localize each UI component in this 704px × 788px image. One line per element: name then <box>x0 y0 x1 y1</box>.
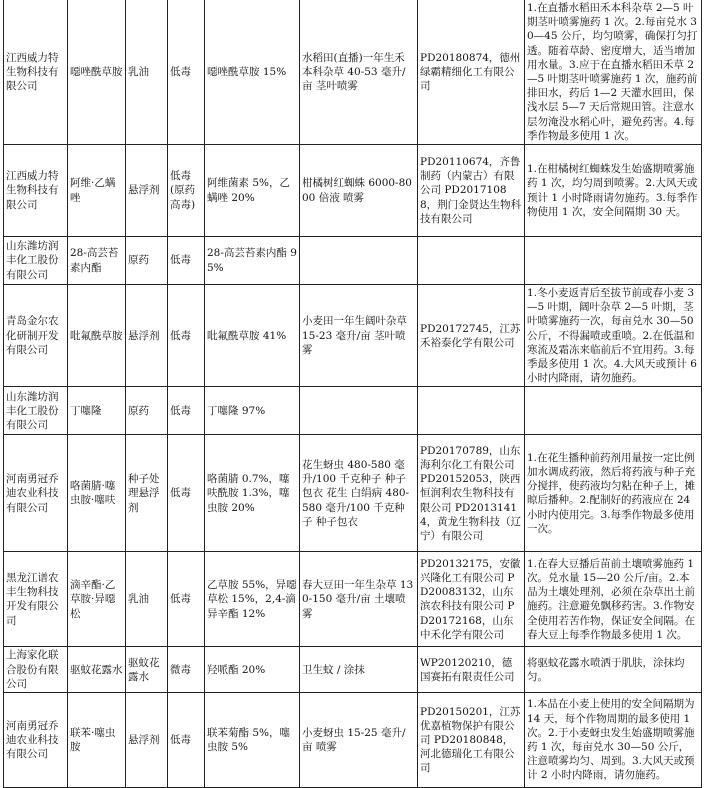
formulation-cell: 乳油 <box>126 0 168 145</box>
crop-usage-cell: 小麦蚜虫 15-25 毫升/亩 喷雾 <box>300 693 418 788</box>
source-cell <box>418 387 525 435</box>
ingredient-cell: 28-高芸苔素内酯 95% <box>205 237 300 285</box>
notes-cell: 1.在直播水稻田禾本科杂草 2—5 叶期茎叶喷雾施药 1 次。2.每亩兑水 30—45 公斤，均匀喷雾，确保打匀打透。随着草龄、密度增大，适当增加用水量。3.应于在直播水稻田禾草 2—5 叶期茎叶喷雾施药 1 次，施药前排田水，药后 1—2 天灌水回田，保浅水层 5—7 天后常规田管。注意水层勿淹没水稻心叶，避免药害。4.每季作物最多使用 1 次。 <box>525 0 702 145</box>
toxicity-cell: 低毒 <box>168 693 205 788</box>
toxicity-cell: 低毒 <box>168 552 205 647</box>
table-row <box>4 693 702 788</box>
company-cell: 江西威力特生物科技有限公司 <box>4 0 68 145</box>
company-cell: 河南勇冠乔迪农业科技有限公司 <box>4 435 68 552</box>
ingredient-cell: 咯菌腈 0.7%，噻呋酰胺 1.3%，噻虫胺 20% <box>205 435 300 552</box>
table-row <box>4 552 702 647</box>
notes-cell: 1.在花生播种前药剂用量按一定比例加水调成药液，然后将药液与种子充分搅拌，使药液均匀粘在种子上，摊晾后播种。2.配制好的药液应在 24 小时内使用完。3.每季作物最多使用一次。 <box>525 435 702 552</box>
source-cell: PD20180874，德州绿霸精细化工有限公司 <box>418 0 525 145</box>
formulation-cell: 原药 <box>126 237 168 285</box>
ingredient-cell: 噁唑酰草胺 15% <box>205 0 300 145</box>
crop-usage-cell: 花生蚜虫 480-580 毫升/100 千克种子 种子包衣 花生 白绢病 480-580 毫升/100 千克种子 种子包衣 <box>300 435 418 552</box>
company-cell: 青岛金尔农化研制开发有限公司 <box>4 285 68 387</box>
crop-usage-cell <box>300 387 418 435</box>
table-row <box>4 285 702 387</box>
company-cell: 黑龙江谱农丰生物科技开发有限公司 <box>4 552 68 647</box>
ingredient-cell: 丁噻隆 97% <box>205 387 300 435</box>
formulation-cell: 悬浮剂 <box>126 285 168 387</box>
source-cell: PD20110674，齐鲁制药（内蒙古）有限公司 PD20171088，荆门金贤达生物科技有限公司 <box>418 145 525 237</box>
crop-usage-cell: 水稻田(直播)一年生禾本科杂草 40-53 毫升/亩 茎叶喷雾 <box>300 0 418 145</box>
toxicity-cell: 低毒 <box>168 0 205 145</box>
company-cell: 山东潍坊润丰化工股份有限公司 <box>4 237 68 285</box>
product-cell: 滴辛酯·乙草胺·异噁松 <box>68 552 126 647</box>
table-row <box>4 435 702 552</box>
ingredient-cell: 乙草胺 55%，异噁草松 15%，2,4-滴异辛酯 12% <box>205 552 300 647</box>
crop-usage-cell: 春大豆田一年生杂草 130-150 毫升/亩 土壤喷雾 <box>300 552 418 647</box>
notes-cell: 1.在柑橘树红蜘蛛发生始盛期喷雾施药 1 次，均匀周到喷雾。2.大风天或预计 1 小时降雨请勿施药。3.每季作物使用 1 次，安全间隔期 30 天。 <box>525 145 702 237</box>
crop-usage-cell: 柑橘树红蜘蛛 6000-8000 倍液 喷雾 <box>300 145 418 237</box>
source-cell: PD20150201，江苏优嘉植物保护有限公司 PD20180848，河北德瑞化工有限公司 <box>418 693 525 788</box>
toxicity-cell: 低毒 <box>168 237 205 285</box>
notes-cell: 1.冬小麦返青后至拔节前或春小麦 3—5 叶期，阔叶杂草 2—5 叶期，茎叶喷雾施药一次，每亩兑水 30—50 公斤，不得漏喷或重喷。2.在低温和寒流及霜冻来临前后不宜用药。3.每季最多使用 1 次。4.大风天或预计 6 小时内降雨，请勿施药。 <box>525 285 702 387</box>
toxicity-cell: 低毒 <box>168 435 205 552</box>
ingredient-cell: 阿维菌素 5%，乙螨唑 20% <box>205 145 300 237</box>
product-cell: 驱蚊花露水 <box>68 647 126 693</box>
source-cell <box>418 237 525 285</box>
table-row <box>4 237 702 285</box>
company-cell: 江西威力特生物科技有限公司 <box>4 145 68 237</box>
ingredient-cell: 联苯菊酯 5%，噻虫胺 5% <box>205 693 300 788</box>
company-cell: 山东潍坊润丰化工股份有限公司 <box>4 387 68 435</box>
product-cell: 28-高芸苔素内酯 <box>68 237 126 285</box>
crop-usage-cell <box>300 237 418 285</box>
ingredient-cell: 羟哌酯 20% <box>205 647 300 693</box>
notes-cell: 1.本品在小麦上使用的安全间隔期为 14 天，每个作物周期的最多使用 1 次。2.于小麦蚜虫发生始盛期喷雾施药 1 次，每亩兑水 30—50 公斤，注意喷雾均匀、周到。3.大风天或预计 2 小时内降雨，请勿施药。 <box>525 693 702 788</box>
formulation-cell: 乳油 <box>126 552 168 647</box>
source-cell: PD20172745，江苏禾裕泰化学有限公司 <box>418 285 525 387</box>
source-cell: PD20132175，安徽兴隆化工有限公司 PD20083132，山东滨农科技有限公司 PD20172168，山东中禾化学有限公司 <box>418 552 525 647</box>
source-cell: WP20120210，德国赛拓有限责任公司 <box>418 647 525 693</box>
toxicity-cell: 低毒(原药高毒) <box>168 145 205 237</box>
notes-cell <box>525 237 702 285</box>
table-row <box>4 387 702 435</box>
toxicity-cell: 低毒 <box>168 387 205 435</box>
table-row <box>4 145 702 237</box>
formulation-cell: 悬浮剂 <box>126 693 168 788</box>
product-cell: 咯菌腈·噻虫胺·噻呋 <box>68 435 126 552</box>
notes-cell <box>525 387 702 435</box>
product-cell: 吡氟酰草胺 <box>68 285 126 387</box>
product-cell: 联苯·噻虫胺 <box>68 693 126 788</box>
product-cell: 阿维·乙螨唑 <box>68 145 126 237</box>
formulation-cell: 原药 <box>126 387 168 435</box>
crop-usage-cell: 小麦田一年生阔叶杂草 15-23 毫升/亩 茎叶喷雾 <box>300 285 418 387</box>
notes-cell: 1.在春大豆播后苗前土壤喷雾施药 1 次。兑水量 15—20 公斤/亩。2.本品为土壤处理剂，必须在杂草出土前施药。注意避免飘移药害。3.作物安全使用若苦作物，保证安全间隔。在春大豆上每季作物最多使用 1 次。 <box>525 552 702 647</box>
table-row <box>4 0 702 145</box>
toxicity-cell: 微毒 <box>168 647 205 693</box>
crop-usage-cell: 卫生蚊 / 涂抹 <box>300 647 418 693</box>
toxicity-cell: 低毒 <box>168 285 205 387</box>
table-row <box>4 647 702 693</box>
registration-table <box>3 0 702 788</box>
notes-cell: 将驱蚊花露水喷洒于肌肤，涂抹均匀。 <box>525 647 702 693</box>
company-cell: 上海家化联合股份有限公司 <box>4 647 68 693</box>
formulation-cell: 种子处理悬浮剂 <box>126 435 168 552</box>
company-cell: 河南勇冠乔迪农业科技有限公司 <box>4 693 68 788</box>
product-cell: 噁唑酰草胺 <box>68 0 126 145</box>
ingredient-cell: 吡氟酰草胺 41% <box>205 285 300 387</box>
product-cell: 丁噻隆 <box>68 387 126 435</box>
source-cell: PD20170789，山东海利尔化工有限公司 PD20152053，陕西恒润利农生物科技有限公司 PD20131414，黄龙生物科技（辽宁）有限公司 <box>418 435 525 552</box>
formulation-cell: 悬浮剂 <box>126 145 168 237</box>
formulation-cell: 驱蚊花露水 <box>126 647 168 693</box>
